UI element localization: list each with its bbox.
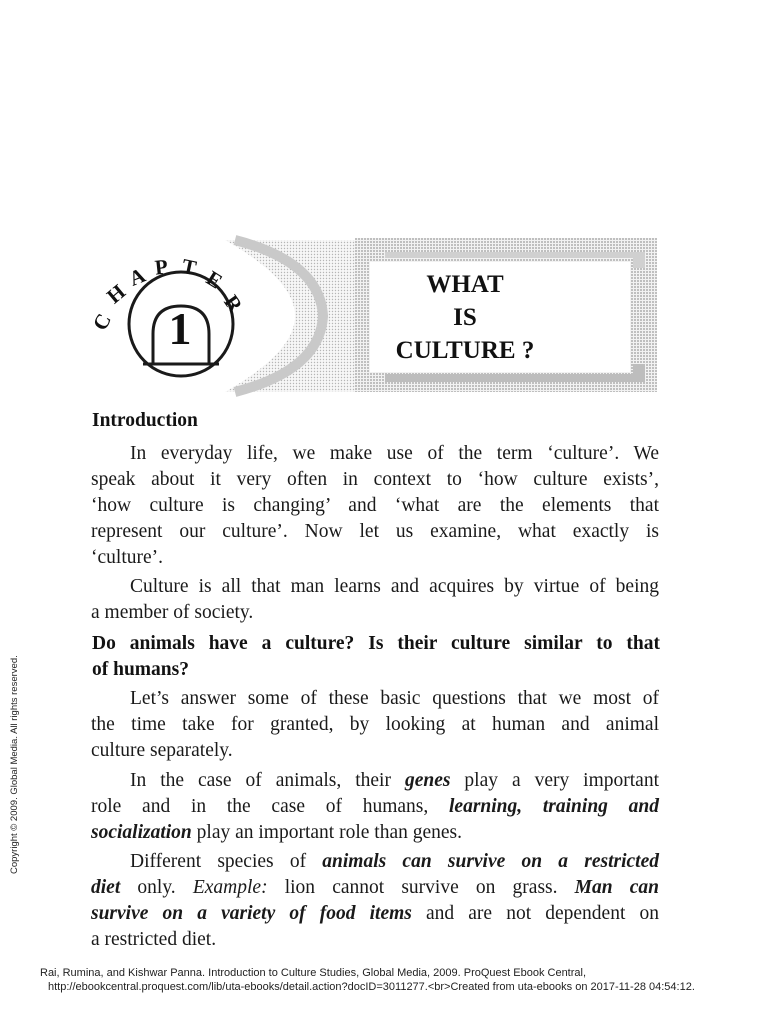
citation-line: Rai, Rumina, and Kishwar Panna. Introduction to Culture Studies, Global Media, 2009. ProQuest Ebook Central, [40,967,587,979]
emphasis-text: Man can [574,877,660,898]
chapter-letter: H [102,279,130,309]
question-paragraph-3 [91,849,659,953]
emphasis-text: diet [91,877,121,898]
italic-text: Example: [192,877,268,898]
text-line: Different species of animals can survive on a restricted [130,851,659,872]
intro-paragraph-1 [91,441,659,571]
intro-paragraph-2 [91,574,659,626]
text-line: of humans? [92,659,189,680]
chapter-letter: C [87,309,117,335]
text-line: role and in the case of humans, learning, training and [91,796,660,817]
text-line: ‘how culture is changing’ and ‘what are the elements that [91,495,659,516]
section-heading-question [92,631,660,683]
chapter-number: 1 [168,303,192,354]
question-paragraph-2 [91,768,659,846]
text-line: a restricted diet. [91,929,217,950]
text-line: Do animals have a culture? Is their culture similar to that [92,633,660,654]
text-line: diet only. Example: lion cannot survive on grass. Man can [91,877,660,898]
text-line: the time take for granted, by looking at human and animal [91,714,659,735]
footer-citation [40,966,768,994]
text-line: ‘culture’. [91,547,164,568]
text-line: In the case of animals, their genes play a very important [130,770,660,791]
text-line: Let’s answer some of these basic questions that we most of [130,688,659,709]
emphasis-text: socialization [91,822,192,843]
chapter-title-line: IS [453,304,477,331]
text-line: survive on a variety of food items and are not dependent on [91,903,660,924]
chapter-letter: R [219,290,248,317]
text-line: a member of society. [91,602,254,623]
emphasis-text: survive on a variety of food items [91,903,412,924]
chapter-title-line: WHAT [426,271,504,298]
text-line: speak about it very often in context to ‘how culture exists’, [91,469,659,490]
chapter-letter: T [179,253,199,281]
question-paragraph-1 [91,686,659,764]
side-copyright: Copyright © 2009. Global Media. All rights reserved. [9,655,20,874]
chapter-title-line: CULTURE ? [395,337,535,364]
emphasis-text: animals can survive on a restricted [322,851,659,872]
text-line: culture separately. [91,740,233,761]
emphasis-text: learning, training and [449,796,660,817]
chapter-letter: A [125,262,149,291]
emphasis-text: genes [404,770,451,791]
chapter-letter: E [202,265,227,294]
text-line: In everyday life, we make use of the term ‘culture’. We [130,443,659,464]
chapter-letter: P [153,254,169,280]
chapter-title [360,268,570,367]
text-line: socialization play an important role than genes. [91,822,462,843]
text-line: represent our culture’. Now let us examine, what exactly is [91,521,659,542]
text-line: Culture is all that man learns and acquires by virtue of being [130,576,659,597]
citation-line: http://ebookcentral.proquest.com/lib/uta-ebooks/detail.action?docID=3011277.<br>Created from uta-ebooks on 2017-11-28 04:54:12. [48,981,695,993]
section-heading-introduction: Introduction [92,410,198,431]
